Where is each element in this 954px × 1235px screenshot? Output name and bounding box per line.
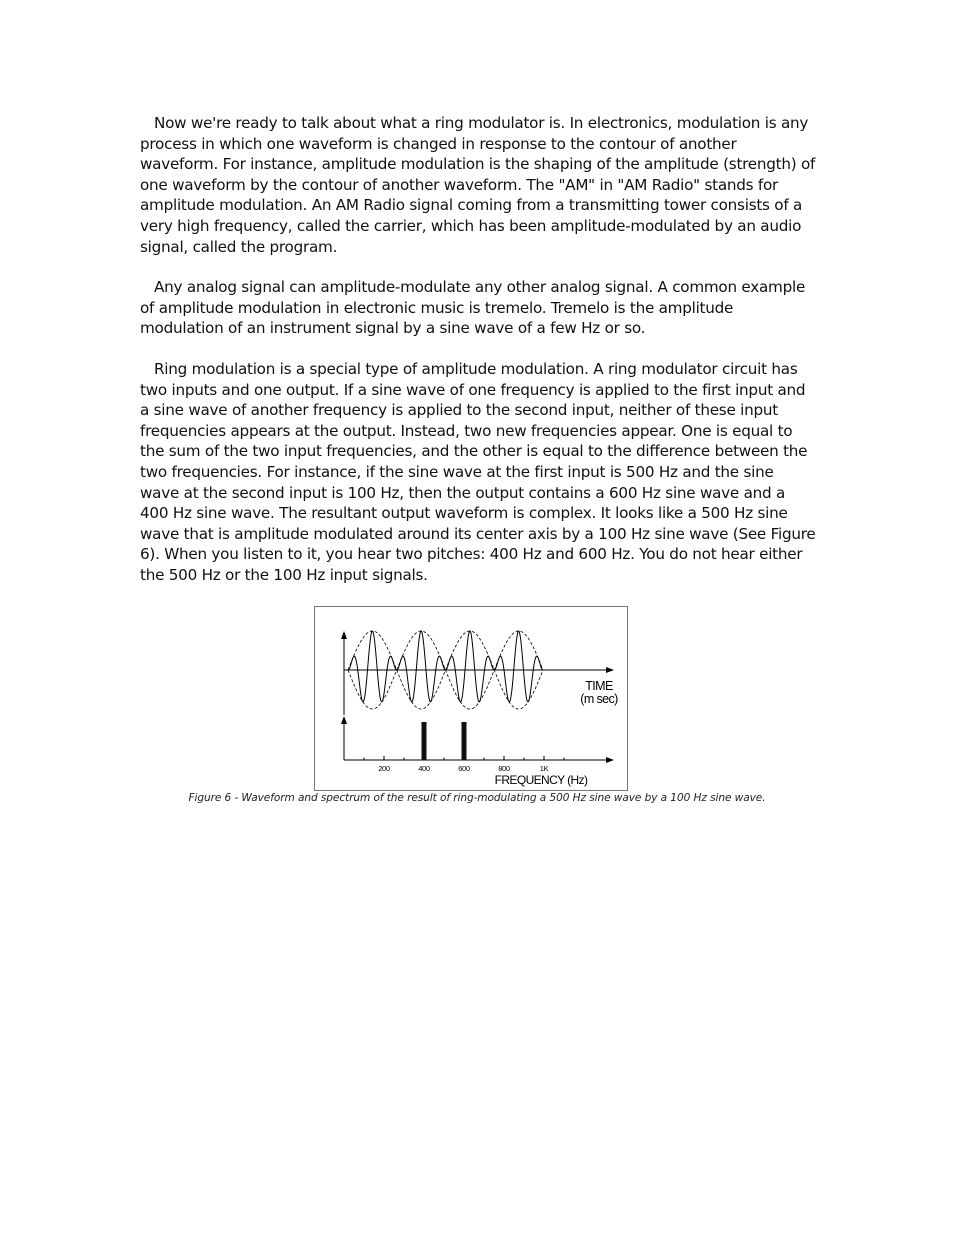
tick-label: 800 — [498, 764, 510, 773]
spectrum-panel — [341, 716, 614, 787]
tick-label: 1K — [539, 764, 549, 773]
figure-6 — [314, 606, 628, 791]
tick-label: 600 — [458, 764, 470, 773]
frequency-label: FREQUENCY (Hz) — [494, 773, 588, 787]
spectrum-y-axis-arrow-icon — [341, 716, 347, 724]
waveform-y-axis-arrow-icon — [341, 631, 347, 639]
tick-label: 200 — [378, 764, 390, 773]
figure-caption: Figure 6 - Waveform and spectrum of the result of ring-modulating a 500 Hz sine wave by a 100 Hz sine wave. — [188, 792, 766, 804]
paragraph-ring-modulator-intro: Now we're ready to talk about what a ring modulator is. In electronics, modulation is any process in which one waveform is changed in response to the contour of another waveform. For instance, amplitude modulation is the shaping of the amplitude (strength) of one waveform by the contour of another waveform. The "AM" in "AM Radio" stands for amplitude modulation. An AM Radio signal coming from a transmitting tower consists of a very high frequency, called the carrier, which has been amplitude-modulated by an audio signal, called the program. — [140, 114, 816, 256]
spectrum-bar — [422, 722, 427, 760]
tick-label: 400 — [418, 764, 430, 773]
waveform-x-axis-arrow-icon — [606, 667, 614, 673]
spectrum-bar — [462, 722, 467, 760]
waveform-panel — [341, 631, 618, 715]
spectrum-x-axis-arrow-icon — [606, 757, 614, 763]
time-unit-label: (m sec) — [580, 692, 618, 706]
paragraph-analog-modulation: Any analog signal can amplitude-modulate any other analog signal. A common example of amplitude modulation in electronic music is tremelo. Tremelo is the amplitude modulation of an instrument signal by a sine wave of a few Hz or so. — [140, 278, 806, 338]
ring-modulated-waveform — [348, 631, 543, 702]
paragraph-ring-modulation: Ring modulation is a special type of amplitude modulation. A ring modulator circuit has two inputs and one output. If a sine wave of one frequency is applied to the first input and a sine wave of another frequency is applied to the second input, neither of these input frequencies appears at the output. Instead, two new frequencies appear. One is equal to the sum of the two input frequencies, and the other is equal to the difference between the two frequencies. For instance, if the sine wave at the first input is 500 Hz and the sine wave at the second input is 100 Hz, then the output contains a 600 Hz sine wave and a 400 Hz sine wave. The resultant output waveform is complex. It looks like a 500 Hz sine wave that is amplitude modulated around its center axis by a 100 Hz sine wave (See Figure 6). When you listen to it, you hear two pitches: 400 Hz and 600 Hz. You do not hear either the 500 Hz or the 100 Hz input signals. — [140, 360, 816, 584]
figure-6-graphic — [315, 607, 627, 790]
time-label: TIME — [585, 679, 613, 693]
